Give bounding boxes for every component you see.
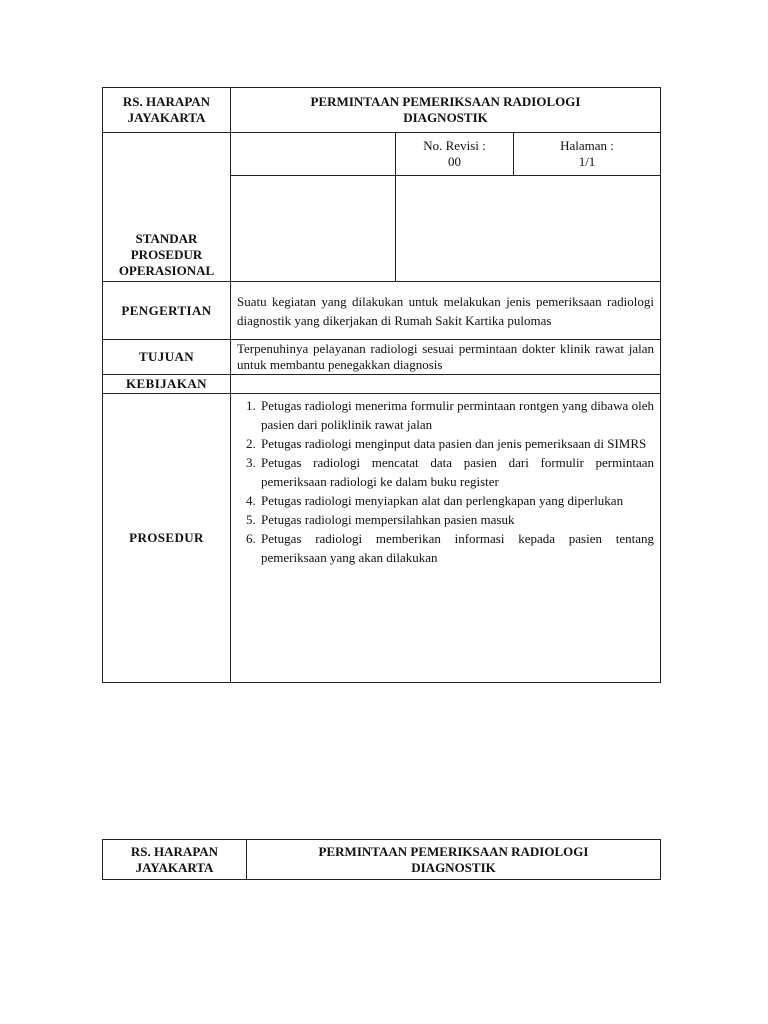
issue-date-cell xyxy=(231,176,396,282)
revision-value: 00 xyxy=(448,154,461,169)
sop-table xyxy=(102,87,661,683)
sop-label-line1: STANDAR xyxy=(135,231,198,246)
hospital-name-line2: JAYAKARTA xyxy=(127,110,206,125)
revision-label: No. Revisi : xyxy=(423,138,486,153)
procedure-step: 3. Petugas radiologi mencatat data pasien dari formulir permintaan pemeriksaan radiologi ke dalam buku register xyxy=(259,453,654,491)
revision-cell xyxy=(396,133,514,176)
procedure-step: 4. Petugas radiologi menyiapkan alat dan perlengkapan yang diperlukan xyxy=(259,491,654,510)
pengertian-text: Suatu kegiatan yang dilakukan untuk melakukan jenis pemeriksaan radiologi diagnostik yang dikerjakan di Rumah Sakit Kartika pulomas xyxy=(231,282,661,340)
prosedur-content xyxy=(231,394,661,683)
sop-label-line3: OPERASIONAL xyxy=(118,263,215,278)
prosedur-label: PROSEDUR xyxy=(103,394,231,683)
sop-label-cell xyxy=(103,133,231,282)
page-label: Halaman : xyxy=(560,138,614,153)
procedure-step: 6. Petugas radiologi memberikan informasi kepada pasien tentang pemeriksaan yang akan dilakukan xyxy=(259,529,654,567)
procedure-step: 5. Petugas radiologi mempersilahkan pasien masuk xyxy=(259,510,654,529)
page-value: 1/1 xyxy=(578,154,596,169)
document-title-cell xyxy=(231,88,661,133)
signature-cell xyxy=(396,176,661,282)
tujuan-text: Terpenuhinya pelayanan radiologi sesuai permintaan dokter klinik rawat jalan untuk membantu penegakkan diagnosis xyxy=(231,340,661,375)
procedure-step: 2. Petugas radiologi menginput data pasien dan jenis pemeriksaan di SIMRS xyxy=(259,434,654,453)
document-title-cell-2 xyxy=(247,840,661,880)
hospital-name-line1: RS. HARAPAN xyxy=(122,94,211,109)
sop-label-line2: PROSEDUR xyxy=(130,247,203,262)
hospital-name-line1: RS. HARAPAN xyxy=(130,843,219,859)
document-title-line1: PERMINTAAN PEMERIKSAAN RADIOLOGI xyxy=(318,843,589,859)
procedure-steps-list xyxy=(231,396,660,567)
kebijakan-text xyxy=(231,375,661,394)
page-cell xyxy=(514,133,661,176)
hospital-name-cell-2 xyxy=(103,840,247,880)
sop-header-table-2 xyxy=(102,839,661,880)
document-title-line2: DIAGNOSTIK xyxy=(403,110,488,125)
document-number-cell xyxy=(231,133,396,176)
hospital-name-cell xyxy=(103,88,231,133)
document-title-line2: DIAGNOSTIK xyxy=(411,859,496,875)
pengertian-label: PENGERTIAN xyxy=(103,282,231,340)
tujuan-label: TUJUAN xyxy=(103,340,231,375)
document-title-line1: PERMINTAAN PEMERIKSAAN RADIOLOGI xyxy=(310,94,581,109)
hospital-name-line2: JAYAKARTA xyxy=(135,859,214,875)
procedure-step: 1. Petugas radiologi menerima formulir permintaan rontgen yang dibawa oleh pasien dari poliklinik rawat jalan xyxy=(259,396,654,434)
kebijakan-label: KEBIJAKAN xyxy=(103,375,231,394)
